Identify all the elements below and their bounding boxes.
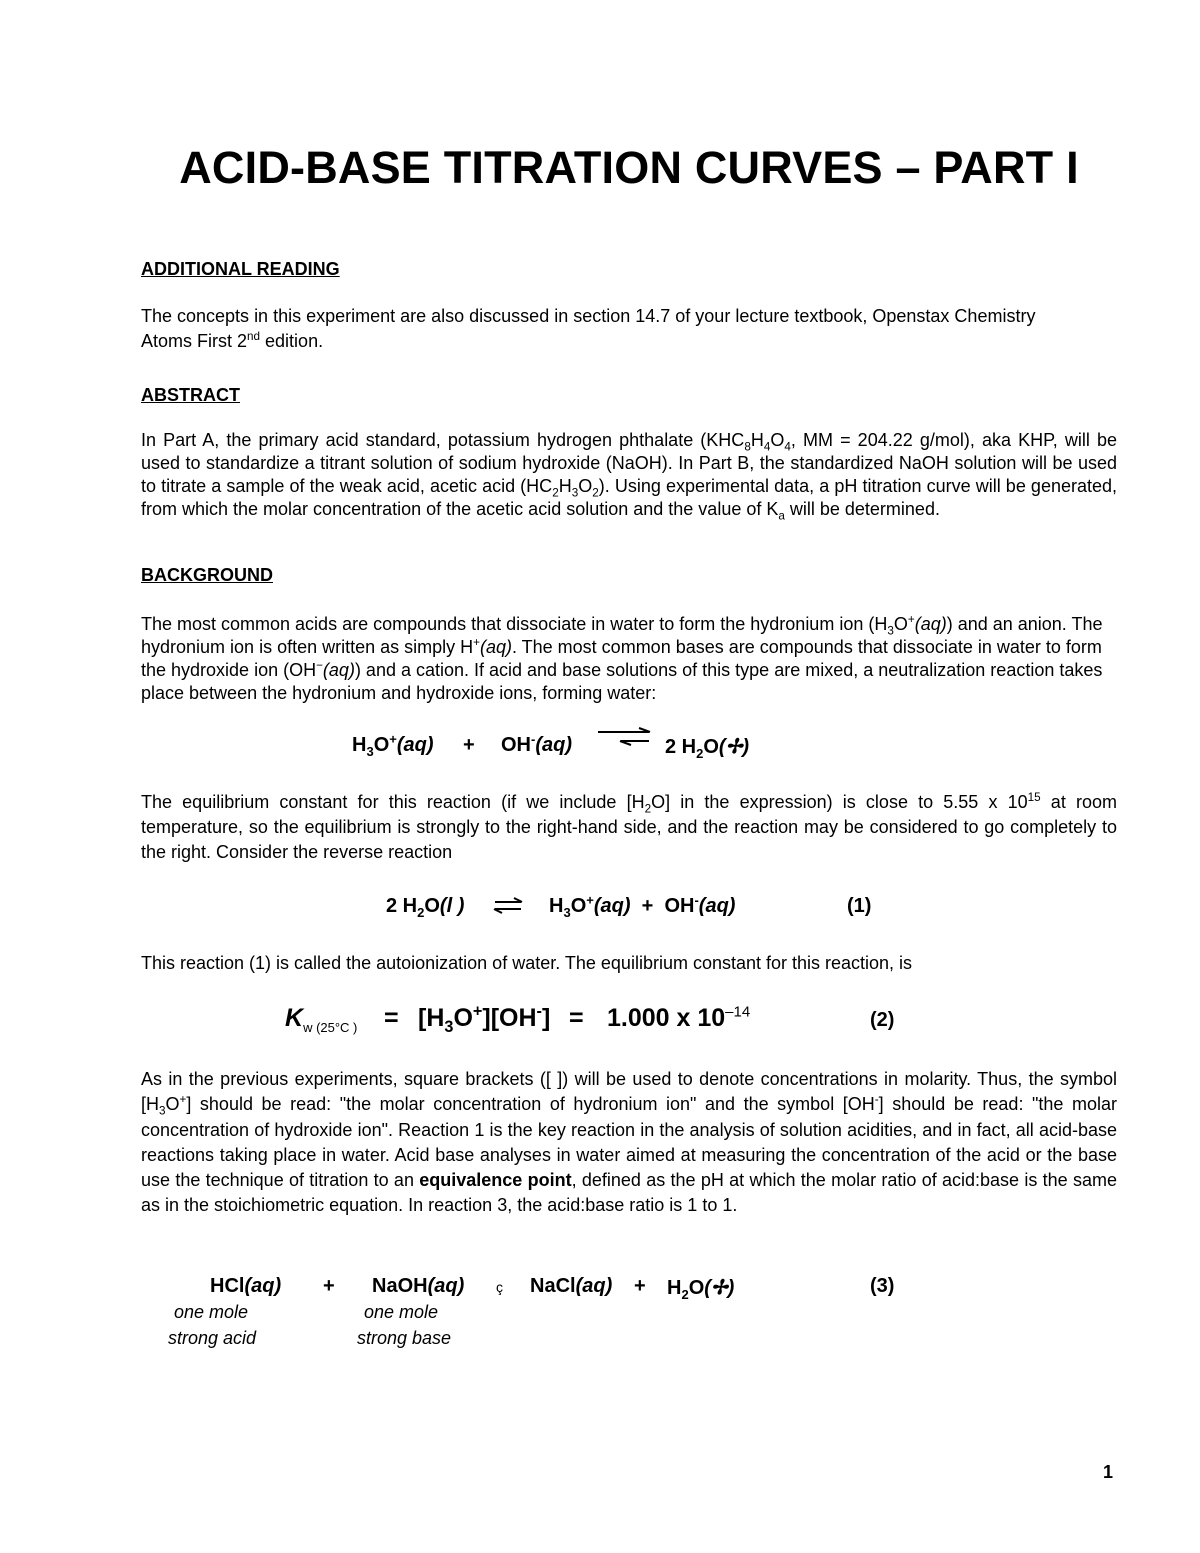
page-title: ACID-BASE TITRATION CURVES – PART I bbox=[179, 142, 1079, 193]
equation-3-plus-2: + bbox=[634, 1275, 646, 1297]
background-paragraph-2: The equilibrium constant for this reaction (if we include $[H_2O]$ in the expression) is close to 5.55 x $10^{15}$ at room temperature, so the equilibrium is strongly to the right-hand side, and the reaction may be considered to go completely to the right. Consider the reverse reaction bbox=[141, 791, 1117, 862]
abstract-text: In Part A, the primary acid standard, potassium hydrogen phthalate ($KHC_8H_4O_4$, MM = 204.22 g/mol), aka KHP, will be used to standardize a titrant solution of sodium hydroxide (NaOH). In Part B, the standardized NaOH solution will be used to titrate a sample of the weak acid, acetic acid $(HC_2H_3O_2)$. Using experimental data, a pH titration curve will be generated, from which the molar concentration of the acetic acid solution and the value of $K_a$ will be determined. bbox=[141, 430, 1118, 523]
equation-number-2: (2) bbox=[870, 1009, 895, 1031]
equation-kw-expression: $[H_3O^+][OH^-]$ bbox=[418, 1002, 551, 1036]
background-paragraph-4: As in the previous experiments, square brackets ([ ]) will be used to denote concentrations in molarity. Thus, the symbol $[H_3O^+]$ should be read: "the molar concentration of hydronium ion" and the symbol [OH-] should be read: "the molar concentration of hydroxide ion". Reaction 1 is the key reaction in the analysis of solution acidities, and in fact, all acid-base reactions taking place in water. Acid base analyses in water aimed at measuring the concentration of the acid or the base use the technique of titration to an equivalence point, defined as the pH at which the molar ratio of acid:base is the same as in the stoichiometric equation. In reaction 3, the acid:base ratio is 1 to 1. bbox=[141, 1069, 1117, 1216]
equation-number-3: (3) bbox=[870, 1275, 895, 1297]
equilibrium-arrow-icon bbox=[597, 727, 653, 749]
equation-kw-value: 1.000 x $10^{-14}$ bbox=[607, 1003, 751, 1032]
reaction-arrow-icon: ç bbox=[496, 1279, 503, 1295]
equation-3-water: $H_2O(✢)$ bbox=[667, 1277, 735, 1302]
equation-neutralization-product: 2 $H_2O(✢)$ bbox=[665, 736, 749, 761]
equation-neutralization-reactant-2: OH-(aq) bbox=[501, 731, 573, 756]
label-strong-base: strong base bbox=[357, 1328, 452, 1348]
equation-3-acid: HCl(aq) bbox=[210, 1275, 282, 1297]
equilibrium-arrow-small-icon bbox=[494, 897, 524, 915]
label-strong-acid: strong acid bbox=[168, 1328, 257, 1348]
label-one-mole-base: one mole bbox=[364, 1302, 439, 1322]
label-one-mole-acid: one mole bbox=[174, 1302, 249, 1322]
equation-kw-equals-1: = bbox=[384, 1004, 399, 1032]
equation-autoionization-products: $H_3O^+(aq) + OH^-(aq)$ bbox=[549, 892, 736, 920]
equation-neutralization-plus: + bbox=[463, 734, 475, 756]
equation-3-plus-1: + bbox=[323, 1275, 335, 1297]
equation-neutralization-reactant-1: $H_3O^+(aq)$ bbox=[352, 731, 434, 759]
equation-kw-symbol: $K_{w (25^\circ C )}$ bbox=[285, 1004, 358, 1035]
heading-background: BACKGROUND bbox=[141, 565, 273, 585]
background-paragraph-3: This reaction (1) is called the autoionization of water. The equilibrium constant for this reaction, is bbox=[141, 953, 913, 973]
heading-additional-reading: ADDITIONAL READING bbox=[141, 259, 340, 279]
equation-kw-equals-2: = bbox=[569, 1004, 584, 1032]
equation-autoionization-reactant: 2 $H_2O(l$ ) bbox=[386, 895, 465, 920]
page-number: 1 bbox=[1103, 1462, 1114, 1482]
equation-3-base: NaOH(aq) bbox=[372, 1275, 465, 1297]
heading-abstract: ABSTRACT bbox=[141, 385, 240, 405]
background-paragraph-1: The most common acids are compounds that dissociate in water to form the hydronium ion $(H_3O^+(aq))$ and an anion. The hydronium ion is often written as simply H+(aq). The most common bases are compounds that dissociate in water to form the hydroxide ion (OH−(aq)) and a cation. If acid and base solutions of this type are mixed, a neutralization reaction takes place between the hydronium and hydroxide ions, forming water: bbox=[141, 613, 1103, 703]
additional-reading-text: The concepts in this experiment are also discussed in section 14.7 of your lecture textbook, Openstax Chemistry Atoms First 2nd edition. bbox=[141, 306, 1036, 351]
equation-3-salt: NaCl(aq) bbox=[530, 1275, 613, 1297]
equation-number-1: (1) bbox=[847, 895, 872, 917]
